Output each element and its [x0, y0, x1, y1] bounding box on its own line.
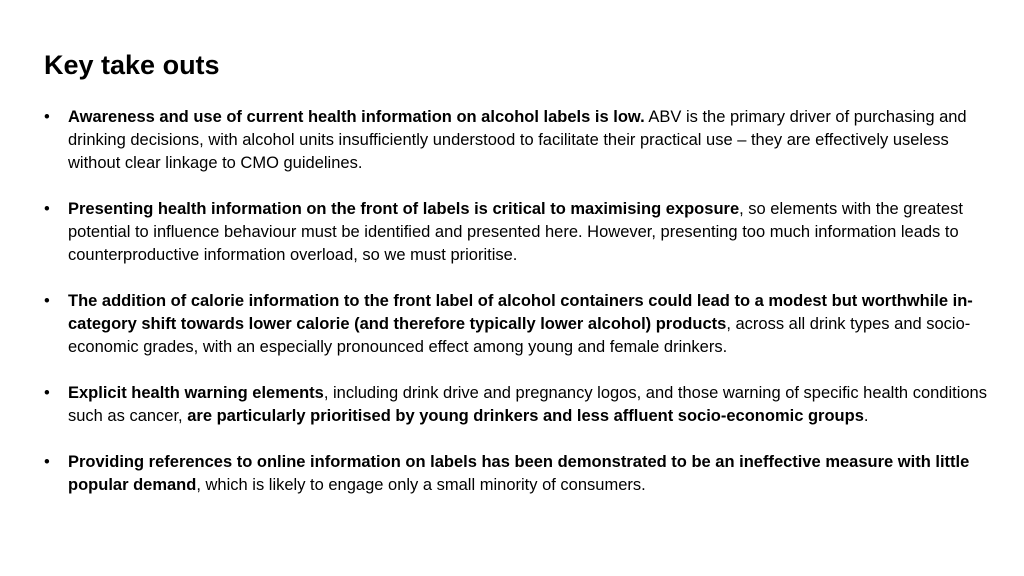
- bullet-text: ABV is the primary driver of purchasing and drinking decisions, with alcohol units insufficiently understood to facilitate their practical use – they are effectively useless without clear linkage to CMO guidelines.: [68, 108, 967, 172]
- bullet-bold-text: Providing references to online information on labels has been demonstrated to be an ineffective measure with little popular demand: [68, 453, 970, 494]
- bullet-marker: •: [44, 384, 50, 402]
- bullet-marker: •: [44, 108, 50, 126]
- bullet-item-online-references: [44, 451, 992, 497]
- bullet-text: , which is likely to engage only a small minority of consumers.: [196, 476, 646, 494]
- bullet-item-front-labels: [44, 198, 992, 267]
- bullet-bold-text-secondary: are particularly prioritised by young drinkers and less affluent socio-economic groups: [187, 407, 864, 425]
- bullet-text: , including drink drive and pregnancy logos, and those warning of specific health conditions such as cancer,: [68, 384, 987, 425]
- bullet-list: [44, 106, 992, 520]
- bullet-bold-text: The addition of calorie information to the front label of alcohol containers could lead to a modest but worthwhile in-category shift towards lower calorie (and therefore typically lower alcohol) products: [68, 292, 973, 333]
- bullet-text: , across all drink types and socio-economic grades, with an especially pronounced effect among young and female drinkers.: [68, 315, 971, 356]
- bullet-marker: •: [44, 292, 50, 310]
- bullet-bold-text: Explicit health warning elements: [68, 384, 324, 402]
- bullet-bold-text: Awareness and use of current health information on alcohol labels is low.: [68, 108, 645, 126]
- bullet-item-awareness: [44, 106, 992, 175]
- bullet-marker: •: [44, 453, 50, 471]
- bullet-item-calorie-information: [44, 290, 992, 359]
- bullet-text: , so elements with the greatest potential to influence behaviour must be identified and presented here. However, presenting too much information leads to counterproductive information overload, so we must prioritise.: [68, 200, 963, 264]
- bullet-marker: •: [44, 200, 50, 218]
- slide-title: Key take outs: [44, 50, 220, 80]
- bullet-bold-text: Presenting health information on the front of labels is critical to maximising exposure: [68, 200, 740, 218]
- bullet-text-secondary: .: [863, 407, 869, 425]
- bullet-item-health-warnings: [44, 382, 992, 428]
